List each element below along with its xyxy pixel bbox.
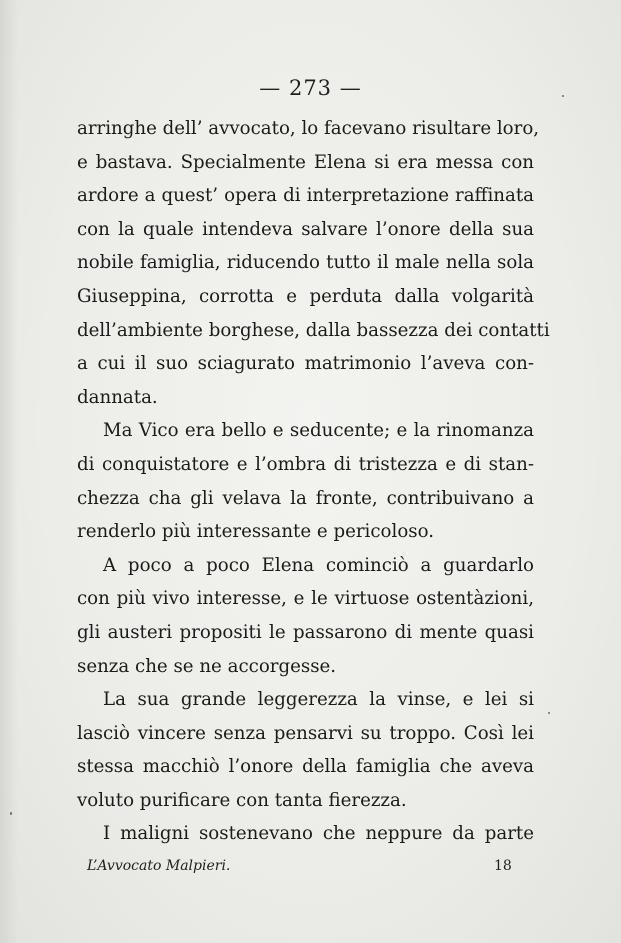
text-line: con più vivo interesse, e le virtuose ostentàzioni, [77, 588, 534, 610]
paper-speck [10, 812, 12, 815]
text-line: voluto purificare con tanta fierezza. [77, 789, 407, 811]
text-line: A poco a poco Elena cominciò a guardarlo [103, 554, 534, 576]
text-line: I maligni sostenevano che neppure da parte [103, 823, 534, 845]
text-line: senza che se ne accorgesse. [77, 655, 337, 677]
body-text [77, 112, 550, 851]
text-line: dannata. [77, 386, 158, 408]
text-line: dell’ambiente borghese, dalla bassezza dei contatti [77, 319, 550, 341]
text-line: e bastava. Specialmente Elena si era messa con [77, 151, 534, 173]
footer-signature-mark: 18 [494, 858, 512, 874]
text-line: a cui il suo sciagurato matrimonio l’aveva con- [77, 353, 534, 375]
text-line: gli austeri propositi le passarono di mente quasi [77, 621, 534, 643]
text-line: renderlo più interessante e pericoloso. [77, 521, 435, 543]
text-line: con la quale intendeva salvare l’onore della sua [77, 218, 534, 240]
page-number: — 273 — [259, 76, 362, 100]
text-line: Giuseppina, corrotta e perduta dalla volgarità [77, 285, 534, 307]
text-line: chezza cha gli velava la fronte, contribuivano a [77, 487, 534, 509]
paper-speck [562, 95, 564, 97]
text-line: nobile famiglia, riducendo tutto il male nella sola [77, 252, 534, 274]
text-line: La sua grande leggerezza la vinse, e lei si [103, 689, 534, 711]
paper-speck [548, 712, 550, 714]
footer-book-title: L’Avvocato Malpieri. [87, 858, 231, 874]
text-line: Ma Vico era bello e seducente; e la rinomanza [103, 420, 534, 442]
text-line: lasciò vincere senza pensarvi su troppo. Così lei [77, 722, 534, 744]
text-line: di conquistatore e l’ombra di tristezza e di stan- [77, 453, 534, 475]
page-edge-shadow [0, 0, 18, 943]
text-line: ardore a quest’ opera di interpretazione raffinata [77, 185, 534, 207]
text-line: stessa macchiò l’onore della famiglia che aveva [77, 756, 534, 778]
text-line: arringhe dell’ avvocato, lo facevano risultare loro, [77, 118, 540, 139]
